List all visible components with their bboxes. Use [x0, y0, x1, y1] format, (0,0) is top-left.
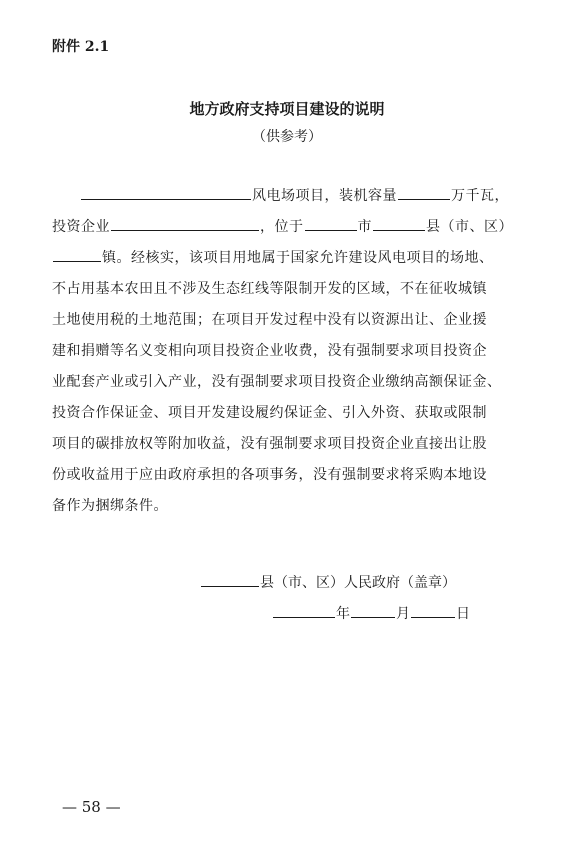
company-blank [111, 217, 259, 231]
page-number: — 58 — [62, 798, 121, 816]
year-blank [273, 604, 335, 618]
signature-org: 县（市、区）人民政府（盖章） [200, 572, 456, 592]
signature-date: 年 月 日 [272, 603, 470, 623]
document-title: 地方政府支持项目建设的说明 [189, 100, 385, 118]
day-blank [411, 604, 455, 618]
county-sign-blank [201, 573, 259, 587]
body-line-9: 项目的碳排放权等附加收益，没有强制要求项目投资企业直接出让股 [52, 436, 487, 452]
body-line-2: 投资企业 ，位于 市 县（市、区） [52, 219, 513, 235]
county-blank [373, 217, 425, 231]
body-line-8: 投资合作保证金、项目开发建设履约保证金、引入外资、获取或限制 [52, 405, 487, 421]
body-line-7: 业配套产业或引入产业，没有强制要求项目投资企业缴纳高额保证金、 [52, 374, 502, 390]
attachment-label: 附件 2.1 [52, 39, 110, 55]
body-line-11: 备作为捆绑条件。 [52, 498, 168, 514]
body-line-1: 风电场项目，装机容量 万千瓦， [80, 185, 509, 205]
capacity-blank [398, 186, 450, 200]
body-line-10: 份或收益用于应由政府承担的各项事务，没有强制要求将采购本地设 [52, 467, 487, 483]
body-line-4: 不占用基本农田且不涉及生态红线等限制开发的区域，不在征收城镇 [52, 281, 487, 297]
body-line-3: 镇。经核实，该项目用地属于国家允许建设风电项目的场地、 [52, 247, 494, 267]
month-blank [351, 604, 395, 618]
document-subtitle: （供参考） [252, 129, 322, 145]
body-line-5: 土地使用税的土地范围；在项目开发过程中没有以资源出让、企业援 [52, 312, 487, 328]
body-line-6: 建和捐赠等名义变相向项目投资企业收费，没有强制要求项目投资企 [52, 343, 487, 359]
city-blank [305, 217, 357, 231]
town-blank [53, 248, 101, 262]
project-name-blank [81, 186, 251, 200]
